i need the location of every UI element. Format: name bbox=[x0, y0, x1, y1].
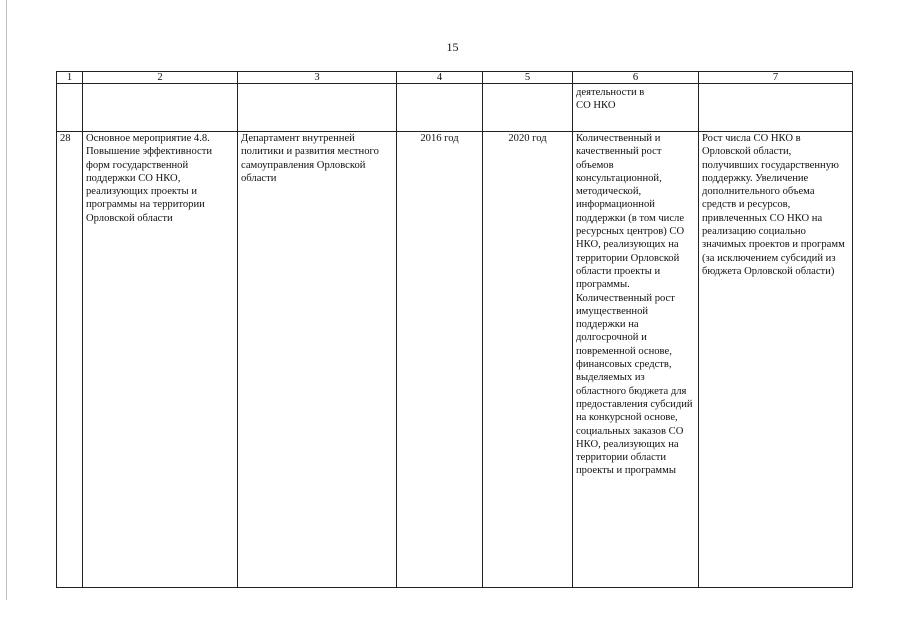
start-year: 2016 год bbox=[397, 132, 483, 588]
program-table bbox=[56, 71, 853, 588]
table-cell bbox=[573, 84, 699, 132]
result-cell bbox=[573, 132, 699, 588]
header-cell: 4 bbox=[397, 72, 483, 84]
effect-cell bbox=[699, 132, 853, 588]
executor-text: Департамент внутренней политики и развития местного самоуправления Орловской области bbox=[241, 133, 379, 184]
table-cell bbox=[397, 84, 483, 132]
header-cell: 7 bbox=[699, 72, 853, 84]
table-cell bbox=[483, 84, 573, 132]
table-cell bbox=[57, 84, 83, 132]
header-cell: 6 bbox=[573, 72, 699, 84]
table-cell bbox=[83, 84, 238, 132]
header-cell: 1 bbox=[57, 72, 83, 84]
header-cell: 3 bbox=[238, 72, 397, 84]
table-cell bbox=[238, 84, 397, 132]
page-number: 15 bbox=[446, 40, 459, 54]
executor-cell bbox=[238, 132, 397, 588]
header-cell: 2 bbox=[83, 72, 238, 84]
header-row bbox=[57, 72, 853, 84]
result-text: Количественный и качественный рост объемов консультационной, методической, информационной поддержки (в том числе ресурсных центров) СО НКО, реализующих на территории Орловской области проекты и программы. Количественный рост имущественной поддержки на долгосрочной и повременной основе, финансовых средств, выделяемых из областного бюджета для предоставления субсидий на конкурсной основе, социальных заказов СО НКО, реализующих на территории области проекты и программы bbox=[576, 133, 693, 477]
continued-result-text: деятельности в СО НКО bbox=[576, 87, 645, 112]
event-cell bbox=[83, 132, 238, 588]
header-cell: 5 bbox=[483, 72, 573, 84]
event-text: Основное мероприятие 4.8. Повышение эффективности форм государственной поддержки СО НКО, реализующих проекты и программы на территории Орловской области bbox=[86, 133, 213, 224]
page-edge-line bbox=[6, 0, 7, 600]
continuation-row bbox=[57, 84, 853, 132]
end-year: 2020 год bbox=[483, 132, 573, 588]
table-row bbox=[57, 132, 853, 588]
effect-text: Рост числа СО НКО в Орловской области, получивших государственную поддержку. Увеличение дополнительного объема средств и ресурсов, привлеченных СО НКО на реализацию социально значимых проектов и программ (за исключением субсидий из бюджета Орловской области) bbox=[702, 133, 845, 277]
row-number: 28 bbox=[57, 132, 83, 588]
table-cell bbox=[699, 84, 853, 132]
